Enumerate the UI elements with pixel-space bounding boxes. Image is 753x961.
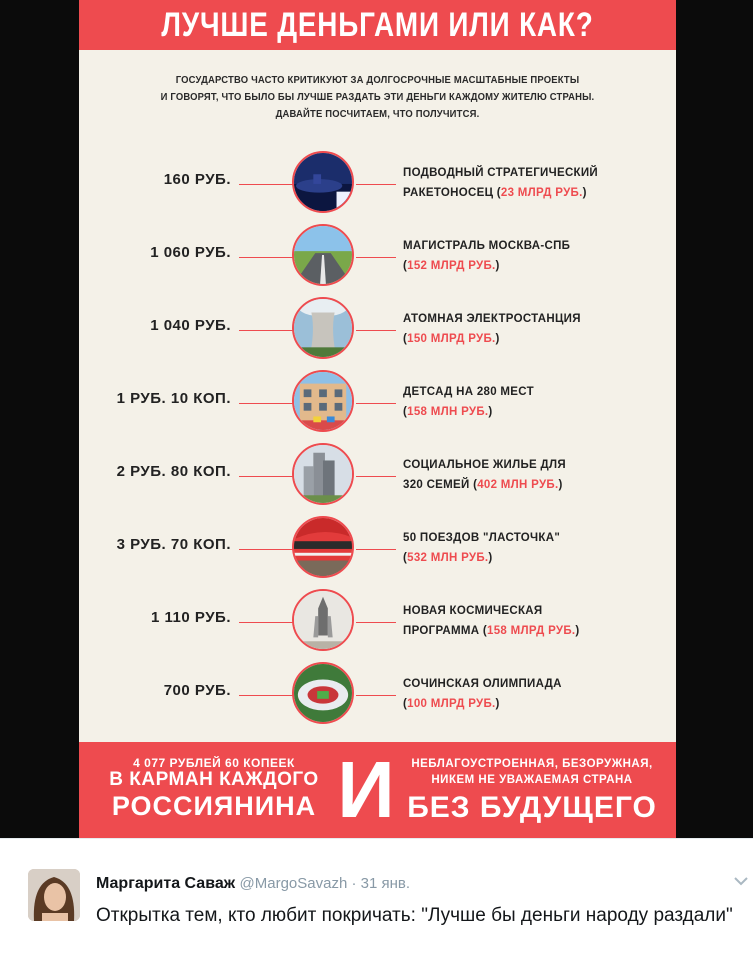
project-subtitle: РАКЕТОНОСЕЦ ( [403, 187, 501, 199]
project-subtitle: ( [403, 552, 408, 564]
project-cost-line [403, 256, 663, 276]
project-cost: 23 МЛРД РУБ. [500, 187, 583, 199]
project-description [403, 382, 663, 422]
connector-line [239, 403, 294, 404]
per-person-amount: 1 060 РУБ. [150, 244, 231, 261]
project-description [403, 163, 663, 203]
project-cost-line [403, 183, 663, 203]
project-row [79, 291, 676, 361]
kindergarten-icon [292, 370, 354, 432]
project-cost: 152 МЛРД РУБ. [407, 260, 496, 272]
connector-line [356, 257, 396, 258]
project-row [79, 583, 676, 653]
connector-line [356, 622, 396, 623]
connector-line [356, 476, 396, 477]
project-subtitle: ( [403, 406, 408, 418]
tweet-timestamp[interactable]: 31 янв. [360, 875, 411, 892]
intro-line: ДАВАЙТЕ ПОСЧИТАЕМ, ЧТО ПОЛУЧИТСЯ. [275, 108, 480, 120]
footer-total: 4 077 РУБЛЕЙ 60 КОПЕЕК [133, 756, 295, 770]
paren-close: ) [488, 552, 493, 564]
per-person-amount: 1 РУБ. 10 КОП. [116, 390, 231, 407]
poster-intro [99, 72, 656, 123]
per-person-amount: 700 РУБ. [163, 682, 231, 699]
project-subtitle: ( [403, 698, 408, 710]
connector-line [356, 330, 396, 331]
paren-close: ) [495, 698, 500, 710]
project-cost: 402 МЛН РУБ. [477, 479, 559, 491]
project-cost: 100 МЛРД РУБ. [407, 698, 496, 710]
project-title: НОВАЯ КОСМИЧЕСКАЯ [403, 605, 543, 617]
avatar[interactable] [28, 869, 80, 921]
project-title: 50 ПОЕЗДОВ "ЛАСТОЧКА" [403, 532, 561, 544]
per-person-amount: 1 110 РУБ. [151, 609, 231, 626]
train-icon [292, 516, 354, 578]
footer-right-line: НЕБЛАГОУСТРОЕННАЯ, БЕЗОРУЖНАЯ, [411, 758, 653, 770]
project-cost-line [403, 694, 663, 714]
project-title: АТОМНАЯ ЭЛЕКТРОСТАНЦИЯ [403, 313, 581, 325]
intro-line: ГОСУДАРСТВО ЧАСТО КРИТИКУЮТ ЗА ДОЛГОСРОЧНЫЕ МАСШТАБНЫЕ ПРОЕКТЫ [175, 74, 580, 86]
project-cost-line [403, 548, 663, 568]
footer-left-big: РОССИЯНИНА [111, 791, 317, 821]
footer-left [89, 756, 339, 822]
project-title: ПОДВОДНЫЙ СТРАТЕГИЧЕСКИЙ [403, 167, 599, 179]
connector-line [356, 184, 396, 185]
project-row [79, 656, 676, 726]
tweet-header [96, 875, 410, 893]
rocket-icon [292, 589, 354, 651]
paren-close: ) [495, 260, 500, 272]
poster-footer [79, 742, 676, 838]
paren-close: ) [582, 187, 587, 199]
footer-right [397, 756, 667, 828]
per-person-amount: 160 РУБ. [163, 171, 231, 188]
project-cost: 158 МЛРД РУБ. [487, 625, 576, 637]
project-description [403, 601, 663, 641]
connector-line [356, 403, 396, 404]
project-cost-line [403, 621, 663, 641]
chevron-down-icon[interactable] [731, 871, 751, 891]
per-person-amount: 1 040 РУБ. [150, 317, 231, 334]
project-description [403, 455, 663, 495]
tweet [0, 838, 753, 961]
project-cost-line [403, 329, 663, 349]
intro-line: И ГОВОРЯТ, ЧТО БЫЛО БЫ ЛУЧШЕ РАЗДАТЬ ЭТИ ДЕНЬГИ КАЖДОМУ ЖИТЕЛЮ СТРАНЫ. [160, 91, 595, 103]
project-row [79, 510, 676, 580]
project-row [79, 145, 676, 215]
project-cost: 150 МЛРД РУБ. [407, 333, 496, 345]
connector-line [239, 622, 294, 623]
project-title: МАГИСТРАЛЬ МОСКВА-СПБ [403, 240, 571, 252]
user-name[interactable]: Маргарита Саваж [96, 875, 236, 892]
connector-line [239, 330, 294, 331]
project-title: ДЕТСАД НА 280 МЕСТ [403, 386, 534, 398]
project-title: СОЦИАЛЬНОЕ ЖИЛЬЕ ДЛЯ [403, 459, 566, 471]
project-title: СОЧИНСКАЯ ОЛИМПИАДА [403, 678, 562, 690]
project-subtitle: ( [403, 260, 408, 272]
footer-and: И [337, 745, 395, 834]
connector-line [239, 476, 294, 477]
paren-close: ) [488, 406, 493, 418]
housing-icon [292, 443, 354, 505]
infographic-poster [79, 0, 676, 838]
project-description [403, 236, 663, 276]
project-description [403, 309, 663, 349]
project-subtitle: ПРОГРАММА ( [403, 625, 488, 637]
connector-line [239, 549, 294, 550]
project-row [79, 218, 676, 288]
footer-right-line: НИКЕМ НЕ УВАЖАЕМАЯ СТРАНА [431, 774, 633, 786]
footer-left-mid: В КАРМАН КАЖДОГО [109, 769, 319, 790]
connector-line [356, 695, 396, 696]
project-cost: 532 МЛН РУБ. [407, 552, 489, 564]
per-person-amount: 3 РУБ. 70 КОП. [116, 536, 231, 553]
connector-line [239, 695, 294, 696]
paren-close: ) [558, 479, 563, 491]
project-row [79, 364, 676, 434]
submarine-icon [292, 151, 354, 213]
project-row [79, 437, 676, 507]
project-subtitle: ( [403, 333, 408, 345]
stadium-icon [292, 662, 354, 724]
separator: · [347, 875, 361, 892]
connector-line [356, 549, 396, 550]
poster-header [79, 0, 676, 50]
per-person-amount: 2 РУБ. 80 КОП. [116, 463, 231, 480]
user-handle[interactable]: @MargoSavazh [239, 875, 348, 892]
project-subtitle: 320 СЕМЕЙ ( [403, 479, 478, 491]
footer-right-big: БЕЗ БУДУЩЕГО [407, 791, 657, 824]
project-cost-line [403, 475, 663, 495]
nuclear-plant-icon [292, 297, 354, 359]
project-cost-line [403, 402, 663, 422]
connector-line [239, 184, 294, 185]
paren-close: ) [575, 625, 580, 637]
project-description [403, 528, 663, 568]
project-cost: 158 МЛН РУБ. [407, 406, 489, 418]
poster-title: ЛУЧШЕ ДЕНЬГАМИ ИЛИ КАК? [161, 5, 594, 44]
highway-icon [292, 224, 354, 286]
connector-line [239, 257, 294, 258]
project-description [403, 674, 663, 714]
paren-close: ) [495, 333, 500, 345]
tweet-text: Открытка тем, кто любит покричать: "Лучше бы деньги народу раздали" [96, 905, 733, 926]
